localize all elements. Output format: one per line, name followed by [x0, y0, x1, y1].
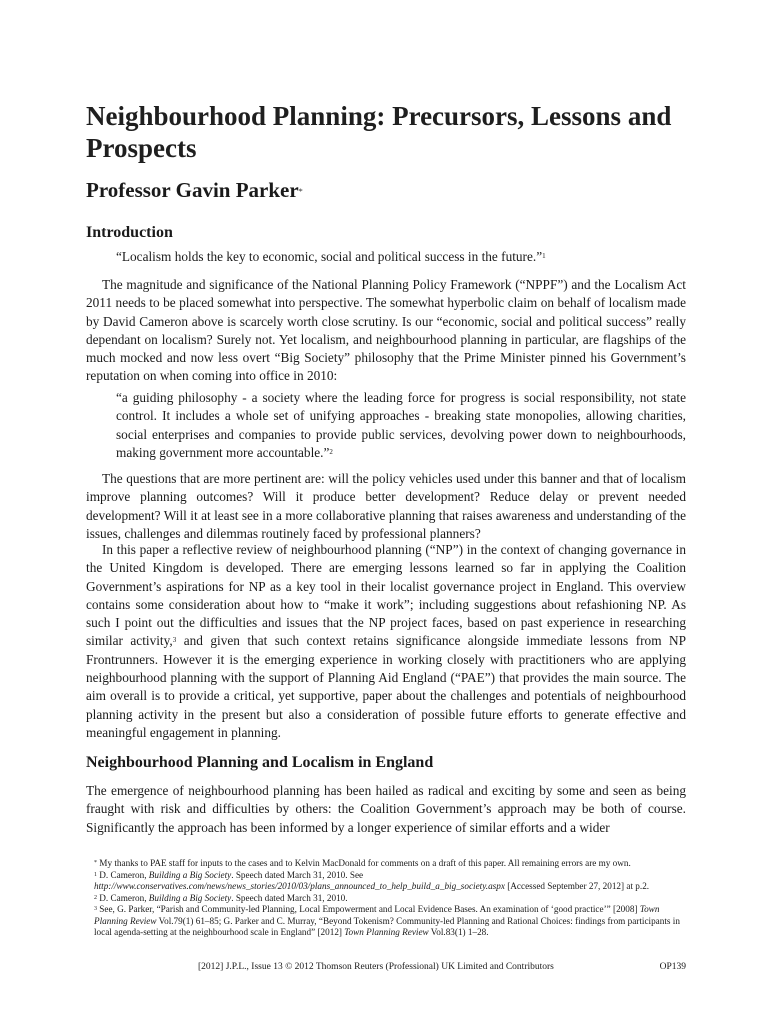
footnote-1-text-b: . Speech dated March 31, 2010. See	[231, 869, 364, 880]
footnote-1-mark: 1	[94, 871, 97, 878]
paragraph-3-part-1: In this paper a reflective review of neighbourhood planning (“NP”) in the context of changing governance in the United Kingdom is developed. There are emerging lessons learned so far in applying the Coalition Government’s aspirations for NP as a key tool in their localist governance project in England. This overview contains some consideration about how to “make it work”; including suggestions about refashioning NP. As such I point out the difficulties and issues that the NP project faces, based on past experience in researching similar activity,	[86, 542, 686, 649]
footnote-star-text: My thanks to PAE staff for inputs to the cases and to Kelvin MacDonald for comments on a draft of this paper. All remaining errors are my own.	[99, 858, 631, 868]
footnote-3-italic-2: Town Planning Review	[344, 927, 429, 937]
footnote-ref-3: 3	[172, 636, 177, 645]
footnote-3-text-b: Vol.79(1) 61–85; G. Parker and C. Murray, “Beyond Tokenism? Community-led Planning and Rational Choices: findings from participants in local agenda-setting at the neighbourhood scale in England” [2012]	[94, 915, 680, 937]
footnote-1-italic: Building a Big Society	[148, 869, 232, 880]
paragraph-2: The questions that are more pertinent are: will the policy vehicles used under this banner and that of localism improve planning outcomes? Will it produce better development? Reduce delay or prevent needed development? Will it at least see in a more collaborative planning that raises awareness and understanding of the issues, challenges and dilemmas routinely faced by professional planners?	[86, 471, 686, 541]
footnote-2-text-a: D. Cameron,	[99, 892, 149, 903]
opening-quote-text: “Localism holds the key to economic, social and political success in the future.”	[116, 249, 543, 264]
footnote-1-text-a: D. Cameron,	[99, 869, 149, 880]
paragraph-1: The magnitude and significance of the National Planning Policy Framework (“NPPF”) and the Localism Act 2011 needs to be placed somewhat into perspective. The somewhat hyperbolic claim on behalf of localism made by David Cameron above is scarcely worth close scrutiny. Is our “economic, social and political success” really dependant on localism? Surely not. Yet localism, and neighbourhood planning in particular, are flagships of the much mocked and now less overt “Big Society” philosophy that the Prime Minister pinned his Government’s reputation on when coming into office in 2010:	[86, 277, 686, 384]
footnote-ref-1: 1	[542, 252, 546, 260]
paragraph-3-part-2: and given that such context retains significance alongside immediate lessons from NP Frontrunners. However it is the emerging experience in working closely with practitioners who are applying neighbourhood planning with the support of Planning Aid England (“PAE”) that provides the main source. The aim overall is to provide a critical, yet supportive, paper about the challenges and potentials of neighbourhood planning activity in the present but also a consideration of possible future efforts to generate effective and meaningful engagement in planning.	[86, 633, 686, 740]
footnote-3	[86, 904, 686, 939]
paper-page	[86, 0, 686, 1024]
footnote-1-text-c: [Accessed September 27, 2012] at p.2.	[504, 881, 650, 891]
author-footnote-mark: *	[298, 187, 303, 196]
opening-quote	[116, 248, 686, 266]
footnote-star-mark: *	[94, 860, 97, 866]
footnote-ref-2: 2	[329, 447, 333, 456]
footnote-2-mark: 2	[94, 894, 97, 901]
footnote-3-mark: 3	[94, 906, 97, 912]
footnote-3-text-a: See, G. Parker, “Parish and Community-led Planning, Local Empowerment and Local Evidence Bases. An examination of ‘good practice’” [2008]	[99, 904, 638, 914]
block-quote	[116, 389, 686, 462]
footnotes	[86, 858, 686, 939]
author-line	[86, 177, 303, 203]
block-quote-text: “a guiding philosophy - a society where the leading force for progress is social responsibility, not state control. It includes a whole set of unifying approaches - breaking state monopolies, allowing charities, social enterprises and companies to provide public services, devolving power down to neighbourhoods, making government more accountable.”	[116, 390, 686, 460]
footnote-1-url-link[interactable]: http://www.conservatives.com/news/news_stories/2010/03/plans_announced_to_help_build_a_big_society.aspx	[94, 881, 505, 891]
footnote-star	[86, 858, 686, 870]
paragraph-4: The emergence of neighbourhood planning has been hailed as radical and exciting by some and seen as being fraught with risk and difficulties by others: the Coalition Government’s approach may be both of course. Significantly the approach has been informed by a longer experience of similar efforts and a wider	[86, 783, 686, 835]
paragraph-3	[86, 541, 686, 742]
footnote-3-italic-1: Town Planning Review	[94, 904, 660, 926]
footnote-2	[86, 893, 686, 905]
section-heading-np-localism: Neighbourhood Planning and Localism in England	[86, 754, 434, 771]
footnote-2-text-b: . Speech dated March 31, 2010.	[231, 892, 348, 903]
footnote-3-text-c: Vol.83(1) 1–28.	[428, 927, 489, 937]
page-number: OP139	[659, 962, 686, 972]
footnote-1	[86, 870, 686, 893]
paper-title: Neighbourhood Planning: Precursors, Lessons and Prospects	[86, 101, 672, 163]
footer-citation: [2012] J.P.L., Issue 13 © 2012 Thomson Reuters (Professional) UK Limited and Contributors	[198, 962, 554, 972]
author-name: Professor Gavin Parker	[86, 178, 299, 202]
section-heading-introduction: Introduction	[86, 224, 173, 241]
footnote-2-italic: Building a Big Society	[148, 892, 232, 903]
